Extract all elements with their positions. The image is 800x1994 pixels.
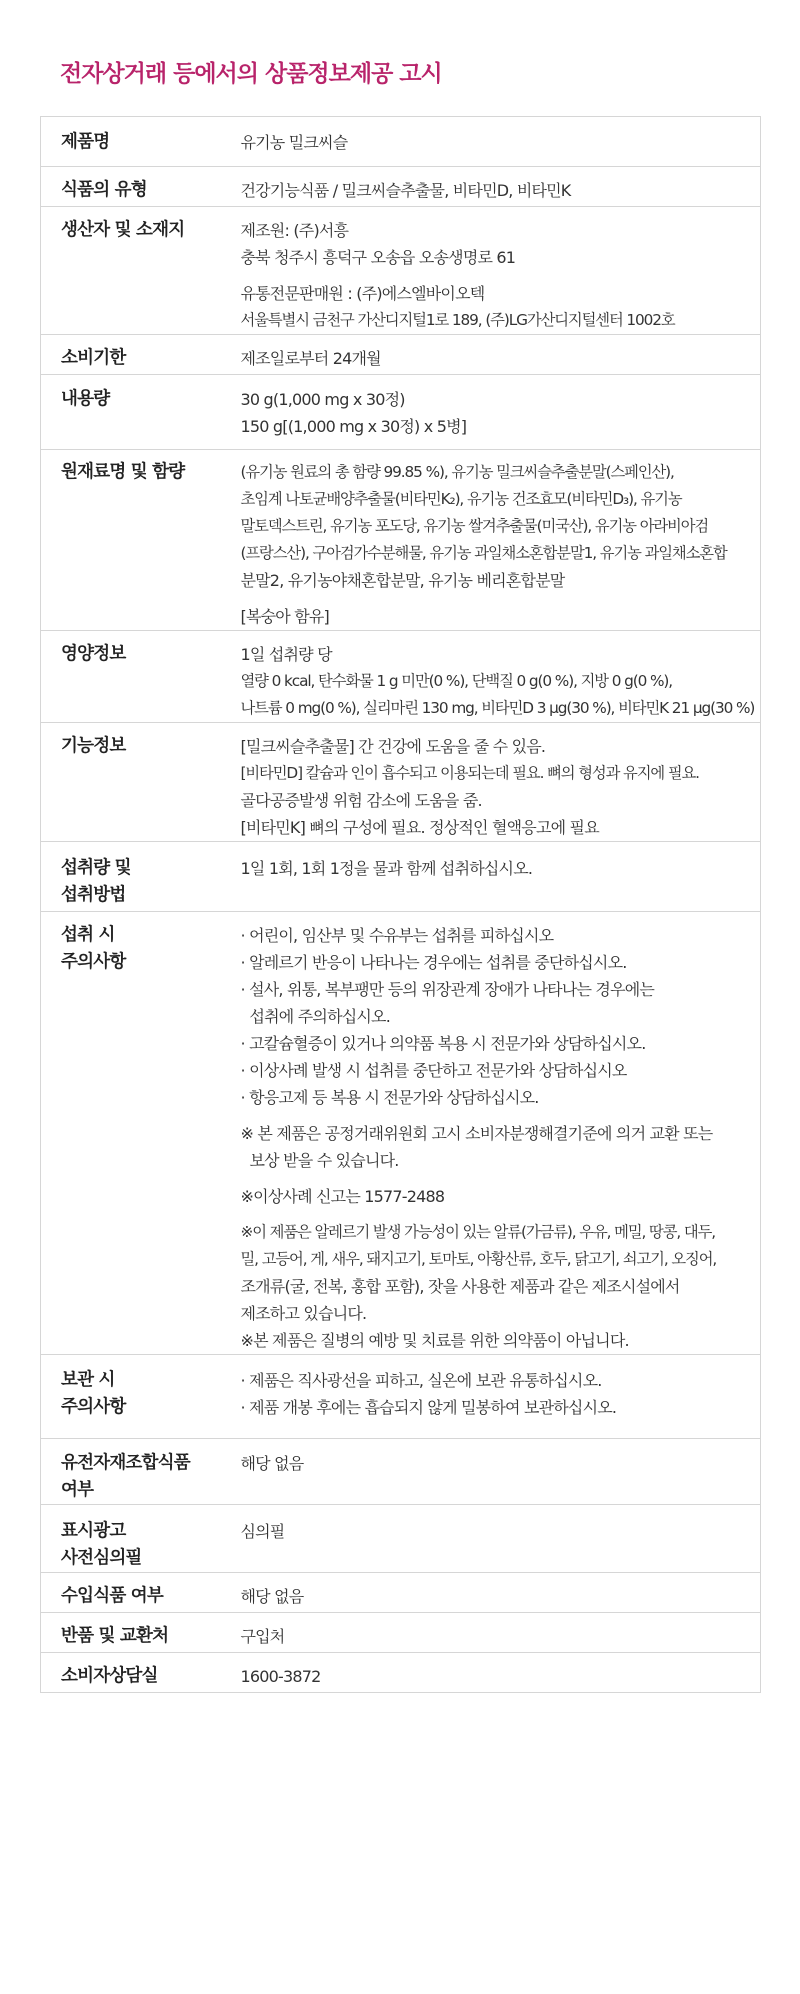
value-paragraph (241, 1450, 751, 1477)
value-line: 제조일로부터 24개월 (240, 349, 381, 368)
row-value (239, 1573, 761, 1613)
value-paragraph (241, 1367, 751, 1421)
value-line: [밀크씨슬추출물] 간 건강에 도움을 줄 수 있음. (240, 737, 546, 756)
row-value (239, 912, 761, 1355)
table-row (41, 167, 761, 207)
value-line: ※이상사례 신고는 1577-2488 (240, 1187, 445, 1206)
table-row (41, 1355, 761, 1439)
value-line: 보상 받을 수 있습니다. (249, 1151, 399, 1170)
row-label: 기능정보 (41, 723, 239, 842)
value-paragraph (241, 459, 751, 594)
table-row (41, 912, 761, 1355)
row-label: 반품 및 교환처 (41, 1613, 239, 1653)
value-line: · 제품 개봉 후에는 흡습되지 않게 밀봉하여 보관하십시오. (240, 1398, 617, 1417)
value-line: · 제품은 직사광선을 피하고, 실온에 보관 유통하십시오. (240, 1371, 602, 1390)
row-value (239, 723, 761, 842)
table-row (41, 207, 761, 335)
row-label: 제품명 (41, 117, 239, 167)
value-line: 분말2, 유기농야채혼합분말, 유기농 베리혼합분말 (240, 571, 565, 590)
row-value (239, 450, 761, 631)
value-line: 서울특별시 금천구 가산디지털1로 189, (주)LG가산디지털센터 1002호 (240, 311, 675, 329)
value-line: 구입처 (240, 1627, 285, 1646)
value-line: 심의필 (240, 1522, 285, 1541)
value-paragraph (241, 345, 751, 372)
value-paragraph (240, 641, 755, 722)
value-line: 열량 0 kcal, 탄수화물 1 g 미만(0 %), 단백질 0 g(0 %), 지방 0 g(0 %), (240, 672, 673, 690)
table-row (41, 335, 761, 375)
row-value (239, 335, 761, 375)
row-value (239, 1613, 761, 1653)
value-paragraph (241, 1120, 751, 1174)
value-line: 해당 없음 (240, 1587, 304, 1606)
value-line: 150 g[(1,000 mg x 30정) x 5병] (240, 417, 467, 436)
value-line: 1600-3872 (240, 1667, 321, 1686)
value-line: [비타민D] 칼슘과 인이 흡수되고 이용되는데 필요. 뼈의 형성과 유지에 필요. (240, 764, 699, 782)
row-value (239, 167, 761, 207)
row-value (239, 1355, 761, 1439)
value-paragraph (241, 217, 751, 271)
value-line: · 어린이, 임산부 및 수유부는 섭취를 피하십시오 (240, 926, 554, 945)
value-line: 조개류(굴, 전복, 홍합 포함), 잣을 사용한 제품과 같은 제조시설에서 (240, 1277, 680, 1296)
table-row (41, 1613, 761, 1653)
value-line: 섭취에 주의하십시오. (249, 1007, 390, 1026)
value-line: 초임계 나토균배양추출물(비타민K₂), 유기농 건조효모(비타민D₃), 유기농 (240, 490, 682, 508)
value-paragraph (241, 733, 751, 841)
value-line: [비타민K] 뼈의 구성에 필요. 정상적인 혈액응고에 필요 (240, 818, 599, 837)
value-line: · 항응고제 등 복용 시 전문가와 상담하십시오. (240, 1088, 539, 1107)
value-line: ※이 제품은 알레르기 발생 가능성이 있는 알류(가금류), 우유, 메밀, 땅콩, 대두, (240, 1223, 716, 1241)
value-line: 말토덱스트린, 유기농 포도당, 유기농 쌀겨추출물(미국산), 유기농 아라비아검 (240, 517, 709, 535)
row-label: 소비자상담실 (41, 1653, 239, 1693)
row-label: 생산자 및 소재지 (41, 207, 239, 335)
row-label: 소비기한 (41, 335, 239, 375)
table-row (41, 1573, 761, 1613)
row-label: 원재료명 및 함량 (41, 450, 239, 631)
table-row (41, 1439, 761, 1505)
table-row (41, 723, 761, 842)
row-value (239, 1653, 761, 1693)
value-line: 건강기능식품 / 밀크씨슬추출물, 비타민D, 비타민K (240, 181, 571, 200)
value-line: ※본 제품은 질병의 예방 및 치료를 위한 의약품이 아닙니다. (240, 1331, 629, 1350)
value-paragraph (241, 1623, 751, 1650)
row-label: 섭취량 및 섭취방법 (41, 842, 239, 912)
value-line: 제조하고 있습니다. (240, 1304, 367, 1323)
table-row (41, 450, 761, 631)
row-label: 영양정보 (41, 631, 239, 723)
value-paragraph (241, 1663, 751, 1690)
product-info-table (40, 116, 761, 1693)
row-value (239, 207, 761, 335)
row-value (239, 1439, 761, 1505)
value-line: 골다공증발생 위험 감소에 도움을 줌. (240, 791, 482, 810)
value-line: · 설사, 위통, 복부팽만 등의 위장관계 장애가 나타나는 경우에는 (240, 980, 655, 999)
value-line: ※ 본 제품은 공정거래위원회 고시 소비자분쟁해결기준에 의거 교환 또는 (240, 1124, 713, 1143)
value-paragraph (241, 1183, 751, 1210)
table-row (41, 631, 761, 723)
value-paragraph (241, 1583, 751, 1610)
value-line: 제조원: (주)서흥 (240, 221, 349, 240)
table-row (41, 1505, 761, 1573)
value-paragraph (241, 603, 751, 630)
value-line: [복숭아 함유] (240, 607, 329, 626)
table-row (41, 375, 761, 450)
row-label: 식품의 유형 (41, 167, 239, 207)
row-value (239, 1505, 761, 1573)
row-label: 표시광고 사전심의필 (41, 1505, 239, 1573)
value-line: 충북 청주시 흥덕구 오송읍 오송생명로 61 (240, 248, 516, 267)
value-line: 30 g(1,000 mg x 30정) (240, 390, 405, 409)
row-value (239, 842, 761, 912)
value-paragraph (241, 280, 751, 334)
value-line: 1일 1회, 1회 1정을 물과 함께 섭취하십시오. (240, 859, 533, 878)
value-paragraph (241, 386, 751, 440)
value-line: (유기농 원료의 총 함량 99.85 %), 유기농 밀크씨슬추출분말(스페인산), (240, 463, 674, 481)
table-body (41, 117, 761, 1693)
row-value (239, 375, 761, 450)
value-line: 유통전문판매원 : (주)에스엘바이오텍 (240, 284, 485, 303)
value-line: · 이상사례 발생 시 섭취를 중단하고 전문가와 상담하십시오 (240, 1061, 627, 1080)
value-paragraph (241, 1219, 751, 1354)
value-line: · 고칼슘혈증이 있거나 의약품 복용 시 전문가와 상담하십시오. (240, 1034, 646, 1053)
value-paragraph (241, 855, 751, 882)
row-label: 유전자재조합식품 여부 (41, 1439, 239, 1505)
value-line: 밀, 고등어, 게, 새우, 돼지고기, 토마토, 아황산류, 호두, 닭고기, 쇠고기, 오징어, (240, 1250, 717, 1268)
table-row (41, 117, 761, 167)
value-paragraph (241, 1518, 751, 1545)
value-line: 1일 섭취량 당 (240, 645, 332, 664)
value-line: 유기농 밀크씨슬 (240, 133, 348, 152)
value-line: 해당 없음 (240, 1454, 304, 1473)
table-row (41, 1653, 761, 1693)
row-value (239, 117, 761, 167)
row-label: 보관 시 주의사항 (41, 1355, 239, 1439)
value-line: · 알레르기 반응이 나타나는 경우에는 섭취를 중단하십시오. (240, 953, 627, 972)
page-title: 전자상거래 등에서의 상품정보제공 고시 (60, 61, 442, 87)
row-value (239, 631, 761, 723)
value-paragraph (241, 922, 751, 1111)
row-label: 섭취 시 주의사항 (41, 912, 239, 1355)
value-line: (프랑스산), 구아검가수분해물, 유기농 과일채소혼합분말1, 유기농 과일채소혼합 (240, 544, 727, 562)
table-row (41, 842, 761, 912)
row-label: 수입식품 여부 (41, 1573, 239, 1613)
value-paragraph (241, 129, 751, 156)
row-label: 내용량 (41, 375, 239, 450)
value-line: 나트륨 0 mg(0 %), 실리마린 130 mg, 비타민D 3 μg(30 %), 비타민K 21 μg(30 %) (240, 699, 755, 717)
value-paragraph (241, 177, 751, 204)
